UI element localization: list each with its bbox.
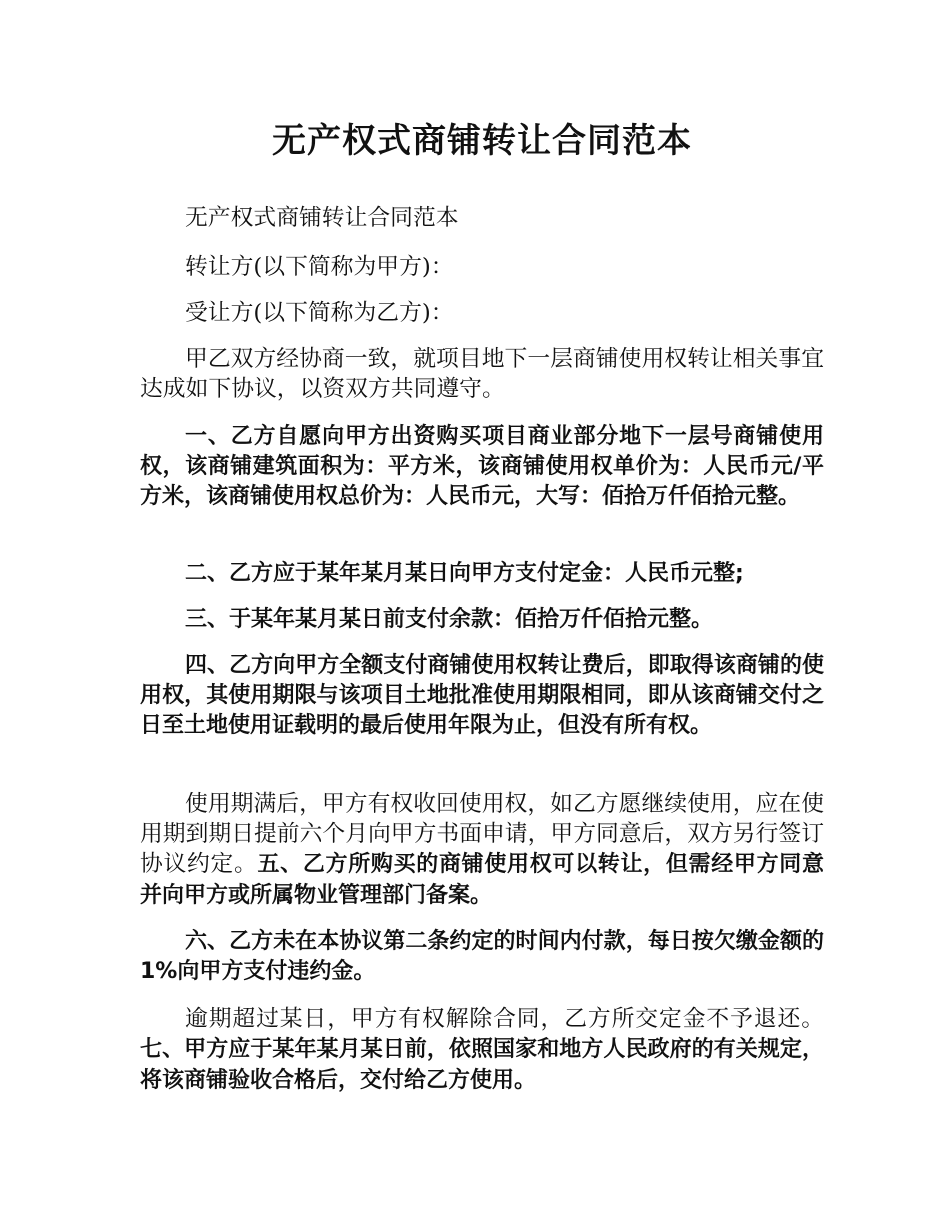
paragraph-clause-1: 一、乙方自愿向甲方出资购买项目商业部分地下一层号商铺使用权，该商铺建筑面积为：平方米，该商铺使用权单价为：人民币元/平方米，该商铺使用权总价为：人民币元，大写：佰拾万仟佰拾元整。	[140, 424, 824, 509]
paragraph-preamble: 甲乙双方经协商一致，就项目地下一层商铺使用权转让相关事宜达成如下协议，以资双方共同遵守。	[140, 346, 824, 402]
paragraph-heading-repeat: 无产权式商铺转让合同范本	[185, 205, 459, 231]
clause-5-text: 五、乙方所购买的商铺使用权可以转让，但需经甲方同意并向甲方或所属物业管理部门备案。	[140, 852, 824, 908]
paragraph-clause-4: 四、乙方向甲方全额支付商铺使用权转让费后，即取得该商铺的使用权，其使用期限与该项目土地批准使用期限相同，即从该商铺交付之日至土地使用证载明的最后使用年限为止，但没有所有权。	[140, 653, 824, 738]
document-title: 无产权式商铺转让合同范本	[272, 121, 692, 161]
expiry-text: 使用期满后，甲方有权收回使用权，如乙方愿继续使用，应在使用期到期日提前六个月向甲方书面申请，甲方同意后，双方另行签订协议约定。	[140, 791, 824, 877]
paragraph-clause-6: 六、乙方未在本协议第二条约定的时间内付款，每日按欠缴金额的1%向甲方支付违约金。	[140, 929, 824, 984]
paragraph-overdue-and-clause-7	[140, 1004, 824, 1096]
paragraph-clause-3: 三、于某年某月某日前支付余款：佰拾万仟佰拾元整。	[185, 607, 714, 632]
overdue-text: 逾期超过某日，甲方有权解除合同，乙方所交定金不予退还。	[185, 1006, 824, 1032]
clause-7-text: 七、甲方应于某年某月某日前，依照国家和地方人民政府的有关规定，将该商铺验收合格后，交付给乙方使用。	[140, 1037, 824, 1093]
paragraph-expiry-and-clause-5	[140, 789, 824, 911]
paragraph-clause-2: 二、乙方应于某年某月某日向甲方支付定金：人民币元整;	[185, 561, 744, 586]
paragraph-transferor: 转让方(以下简称为甲方)：	[185, 254, 454, 280]
paragraph-transferee: 受让方(以下简称为乙方)：	[185, 300, 454, 326]
